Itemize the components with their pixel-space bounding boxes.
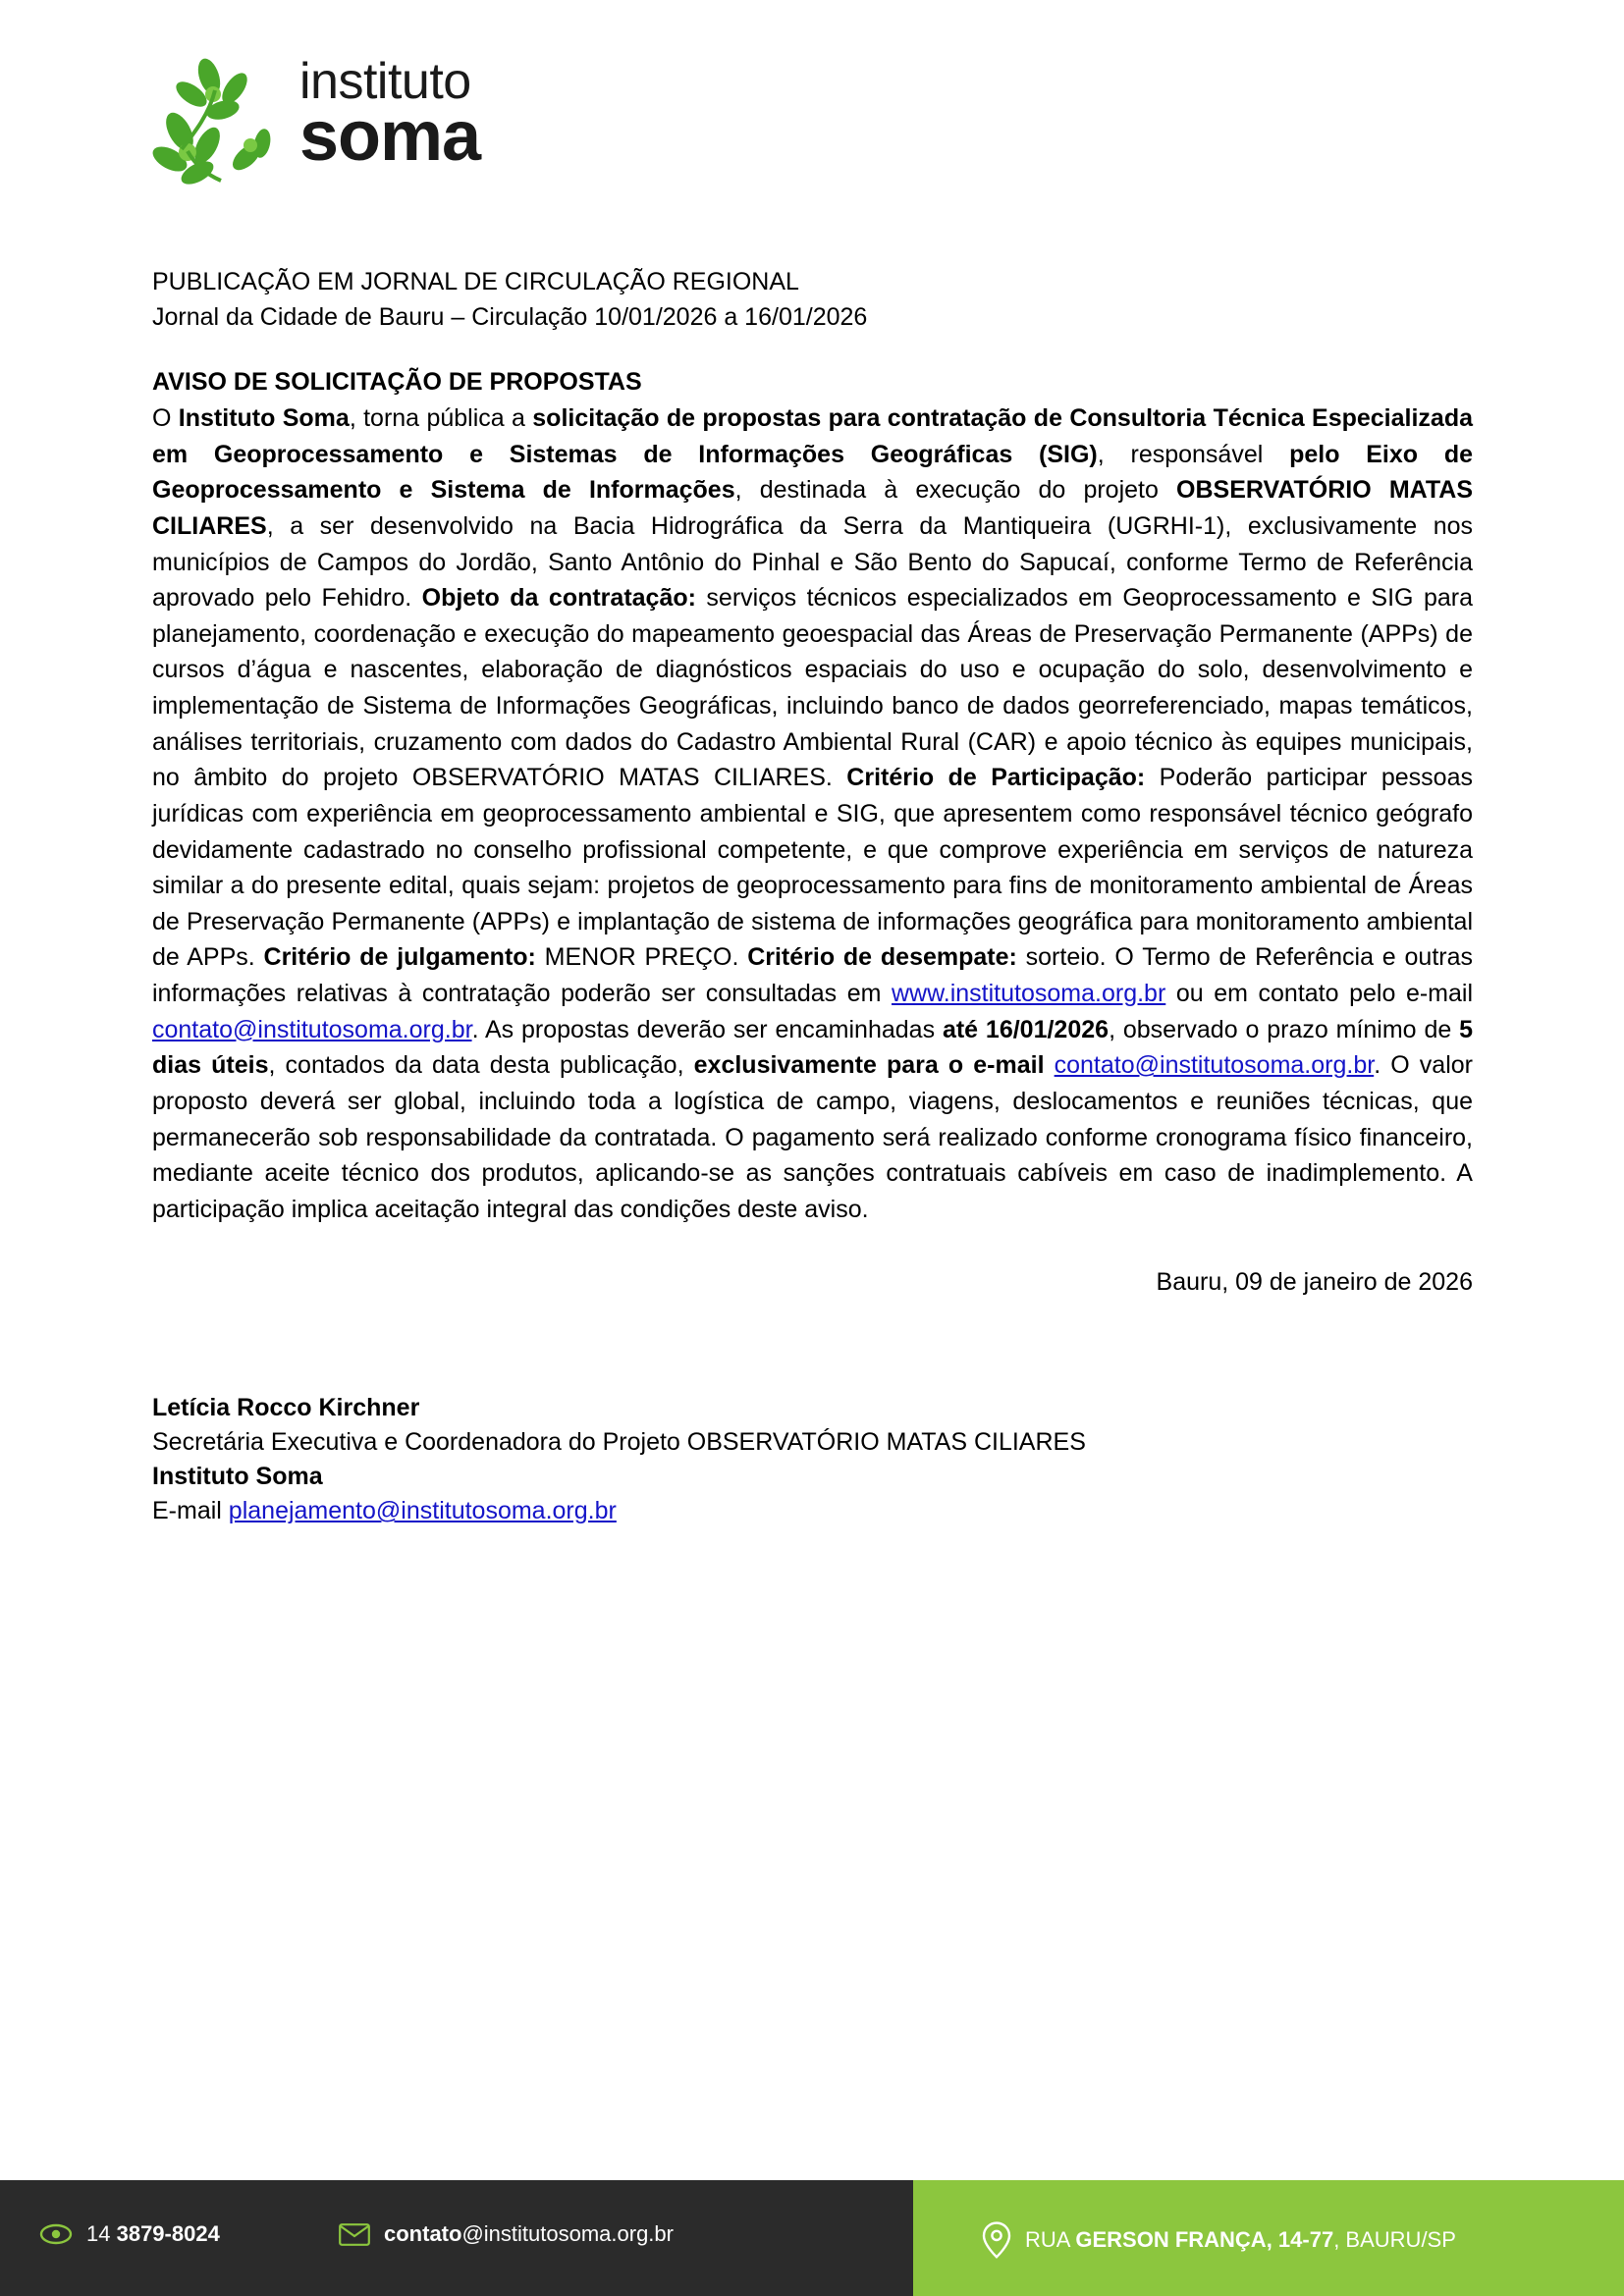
phone-icon: [39, 2222, 73, 2246]
signoff-date: Bauru, 09 de janeiro de 2026: [1156, 1268, 1473, 1297]
publication-header: [152, 265, 1473, 335]
document-body: [152, 265, 1473, 1528]
footer-email[interactable]: [339, 2221, 674, 2247]
logo-line-2: soma: [299, 96, 481, 176]
footer-phone[interactable]: [39, 2221, 220, 2247]
footer-address: [982, 2221, 1456, 2259]
notice-body: O Instituto Soma, torna pública a solicitação de propostas para contratação de Consultoria Técnica Especializada em Geoprocessamento e Sistemas de Informações Geográficas (SIG), responsável pelo Eixo de Geoprocessamento e Sistema de Informações, destinada à execução do projeto OBSERVATÓRIO MATAS CILIARES, a ser desenvolvido na Bacia Hidrográfica da Serra da Mantiqueira (UGRHI-1), exclusivamente nos municípios de Campos do Jordão, Santo Antônio do Pinhal e São Bento do Sapucaí, conforme Termo de Referência aprovado pelo Fehidro. Objeto da contratação: serviços técnicos especializados em Geoprocessamento e SIG para planejamento, coordenação e execução do mapeamento geoespacial das Áreas de Preservação Permanente (APPs) de cursos d’água e nascentes, elaboração de diagnósticos espaciais do uso e ocupação do solo, desenvolvimento e implementação de Sistema de Informações Geográficas, incluindo banco de dados georreferenciado, mapas temáticos, análises territoriais, cruzamento com dados do Cadastro Ambiental Rural (CAR) e apoio técnico às equipes municipais, no âmbito do projeto OBSERVATÓRIO MATAS CILIARES. Critério de Participação: Poderão participar pessoas jurídicas com experiência em geoprocessamento ambiental e SIG, que apresentem como responsável técnico geógrafo devidamente cadastrado no conselho profissional competente, e que comprove experiência em serviços de natureza similar a do presente edital, quais sejam: projetos de geoprocessamento para fins de monitoramento ambiental de Áreas de Preservação Permanente (APPs) e implantação de sistema de informações geográfica para monitoramento ambiental de APPs. Critério de julgamento: MENOR PREÇO. Critério de desempate: sorteio. O Termo de Referência e outras informações relativas à contratação poderão ser consultadas em www.institutosoma.org.br ou em contato pelo e-mail contato@institutosoma.org.br. As propostas deverão ser encaminhadas até 16/01/2026, observado o prazo mínimo de 5 dias úteis, contados da data desta publicação, exclusivamente para o e-mail contato@institutosoma.org.br. O valor proposto deverá ser global, incluindo toda a logística de campo, viagens, deslocamentos e reuniões técnicas, que permanecerão sob responsabilidade da contratada. O pagamento será realizado conforme cronograma físico financeiro, mediante aceite técnico dos produtos, aplicando-se as sanções contratuais cabíveis em caso de inadimplemento. A participação implica aceitação integral das condições deste aviso.: [152, 404, 1474, 1223]
leaf-cluster-icon: [152, 55, 299, 197]
footer-address-text: RUA GERSON FRANÇA, 14-77, BAURU/SP: [1025, 2227, 1456, 2252]
footer: [0, 2180, 1624, 2296]
footer-email-text: contato@institutosoma.org.br: [384, 2221, 674, 2246]
logo-line-1: instituto: [299, 53, 471, 110]
signature-block: [152, 1391, 1473, 1528]
signatory-name: Letícia Rocco Kirchner: [152, 1394, 420, 1422]
signatory-email-line: [152, 1494, 1473, 1528]
publication-header-line-1: PUBLICAÇÃO EM JORNAL DE CIRCULAÇÃO REGIONAL: [152, 268, 799, 295]
website-link[interactable]: www.institutosoma.org.br: [892, 980, 1166, 1007]
contact-email-link-1[interactable]: contato@institutosoma.org.br: [152, 1015, 472, 1043]
footer-phone-text: 14 3879-8024: [86, 2221, 220, 2246]
map-pin-icon: [982, 2221, 1011, 2259]
signatory-org: Instituto Soma: [152, 1463, 323, 1491]
notice-title: AVISO DE SOLICITAÇÃO DE PROPOSTAS: [152, 368, 642, 396]
signatory-email-link[interactable]: planejamento@institutosoma.org.br: [228, 1497, 617, 1525]
signatory-role: Secretária Executiva e Coordenadora do Projeto OBSERVATÓRIO MATAS CILIARES: [152, 1428, 1086, 1457]
logo: [152, 49, 614, 201]
contact-email-link-2[interactable]: contato@institutosoma.org.br: [1054, 1051, 1375, 1080]
signatory-email-label: E-mail: [152, 1497, 229, 1525]
publication-header-line-2: Jornal da Cidade de Bauru – Circulação 10/01/2026 a 16/01/2026: [152, 302, 868, 331]
logo-wordmark: [299, 53, 481, 176]
envelope-icon: [339, 2223, 370, 2246]
